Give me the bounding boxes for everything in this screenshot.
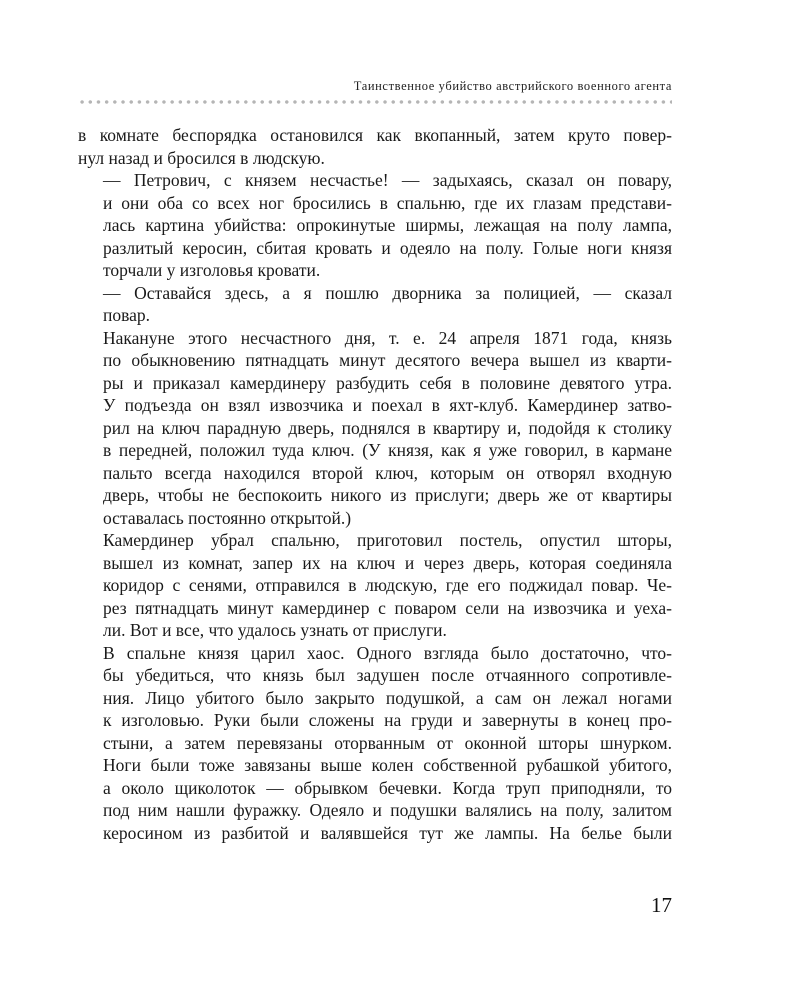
text-line: бы убедиться, что князь был задушен после отчаянного сопротивле- bbox=[103, 665, 672, 685]
text-line: — Оставайся здесь, а я пошлю дворника за полицией, — сказал bbox=[103, 282, 672, 303]
paragraph bbox=[78, 642, 672, 845]
text-line: и они оба со всех ног бросились в спальню, где их глазам представи- bbox=[103, 192, 672, 213]
text-line: рил на ключ парадную дверь, поднялся в квартиру и, подойдя к столику bbox=[103, 417, 672, 438]
page-number: 17 bbox=[651, 893, 672, 917]
text-line: Ноги были тоже завязаны выше колен собственной рубашкой убитого, bbox=[103, 755, 672, 775]
text-line: в передней, положил туда ключ. (У князя, как я уже говорил, в кармане bbox=[103, 440, 672, 460]
text-line: Камердинер убрал спальню, приготовил постель, опустил шторы, bbox=[103, 530, 672, 550]
text-line: ния. Лицо убитого было закрыто подушкой, а сам он лежал ногами bbox=[103, 687, 672, 708]
text-line: под ним нашли фуражку. Одеяло и подушки валялись на полу, залитом bbox=[103, 800, 672, 820]
text-line: оставалась постоянно открытой.) bbox=[103, 507, 352, 528]
text-line: дверь, чтобы не беспокоить никого из прислуги; дверь же от квартиры bbox=[103, 485, 672, 505]
text-line: ли. Вот и все, что удалось узнать от прислуги. bbox=[103, 620, 447, 640]
text-line: по обыкновению пятнадцать минут десятого вечера вышел из кварти- bbox=[103, 350, 672, 370]
text-line: керосином из разбитой и валявшейся тут же лампы. На белье были bbox=[103, 822, 672, 843]
text-line: У подъезда он взял извозчика и поехал в яхт-клуб. Камердинер затво- bbox=[103, 395, 672, 415]
text-line: повар. bbox=[103, 305, 151, 325]
text-line: В спальне князя царил хаос. Одного взгляда было достаточно, что- bbox=[103, 642, 672, 663]
text-line: разлитый керосин, сбитая кровать и одеяло на полу. Голые ноги князя bbox=[103, 237, 672, 258]
body-text bbox=[78, 124, 672, 844]
text-line: а около щиколоток — обрывком бечевки. Когда труп приподняли, то bbox=[103, 777, 672, 798]
paragraph bbox=[78, 124, 672, 169]
paragraph bbox=[78, 282, 672, 327]
text-line: к изголовью. Руки были сложены на груди и завернуты в конец про- bbox=[103, 710, 672, 730]
text-line: лась картина убийства: опрокинутые ширмы, лежащая на полу лампа, bbox=[103, 215, 672, 235]
text-line: — Петрович, с князем несчастье! — задыхаясь, сказал он повару, bbox=[103, 170, 672, 190]
running-head: Таинственное убийство австрийского военного агента bbox=[353, 79, 672, 93]
text-line: стыни, а затем перевязаны оторванным от оконной шторы шнурком. bbox=[103, 732, 672, 753]
text-line: вышел из комнат, запер их на ключ и через дверь, которая соединяла bbox=[103, 552, 672, 573]
text-line: торчали у изголовья кровати. bbox=[103, 260, 321, 280]
text-line: Накануне этого несчастного дня, т. е. 24 апреля 1871 года, князь bbox=[103, 327, 672, 348]
paragraph bbox=[78, 529, 672, 642]
text-line: пальто всегда находился второй ключ, которым он отворял входную bbox=[103, 462, 672, 483]
text-line: рез пятнадцать минут камердинер с поваром сели на извозчика и уеха- bbox=[103, 597, 672, 618]
text-line: ры и приказал камердинеру разбудить себя в половине девятого утра. bbox=[103, 372, 672, 393]
text-line: в комнате беспорядка остановился как вкопанный, затем круто повер- bbox=[78, 125, 672, 145]
paragraph bbox=[78, 169, 672, 282]
dotted-rule bbox=[78, 100, 672, 104]
paragraph bbox=[78, 327, 672, 530]
text-line: коридор с сенями, отправился в людскую, где его поджидал повар. Че- bbox=[103, 575, 672, 595]
text-line: нул назад и бросился в людскую. bbox=[78, 147, 325, 168]
